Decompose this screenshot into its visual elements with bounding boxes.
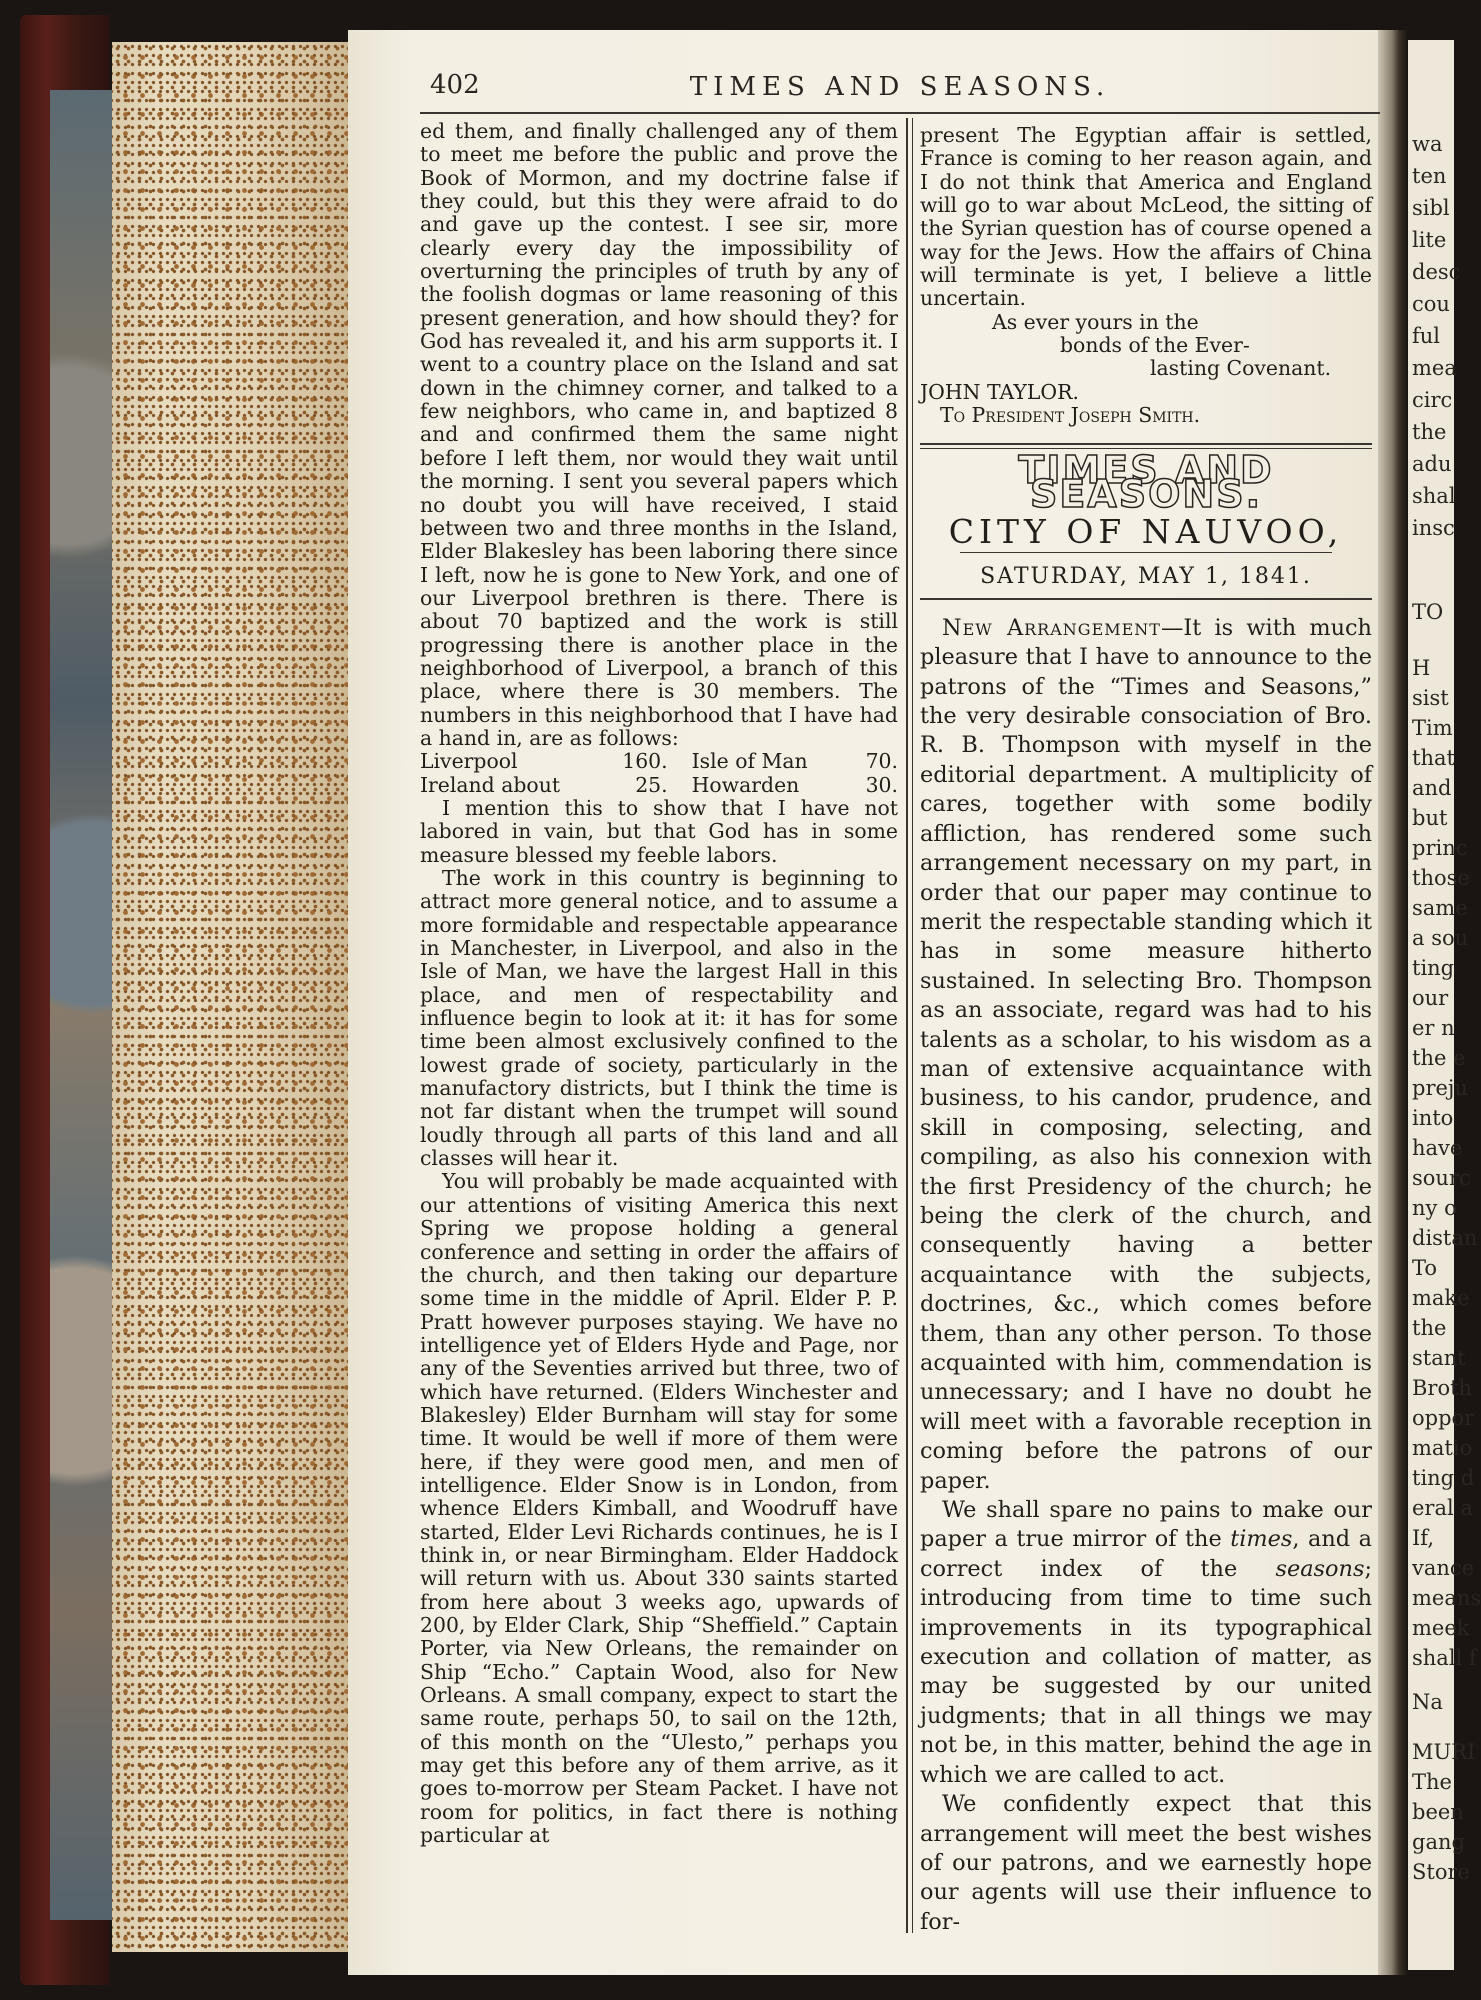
place-cell: Isle of Man xyxy=(691,749,808,774)
article-heading: New Arrangement xyxy=(942,614,1161,641)
editorial-article xyxy=(920,614,1372,1937)
next-page-word: same xyxy=(1412,896,1468,920)
italic-word: seasons xyxy=(1275,1555,1365,1582)
next-page-word: Broth xyxy=(1412,1376,1473,1400)
closing-line: bonds of the Ever- xyxy=(1060,333,1250,358)
left-column xyxy=(420,120,898,1847)
next-page-word: adu xyxy=(1412,452,1452,476)
place-cell: Liverpool xyxy=(420,749,518,774)
next-page-word: that xyxy=(1412,746,1455,770)
next-page-word: those xyxy=(1412,866,1470,890)
letter-paragraph: You will probably be made acquainted with our attentions of visiting America this next Spring we propose holding a general conference and setting in order the affairs of the church, and then taking our departure some time in the middle of April. Elder P. P. Pratt however purposes staying. We have no intelligence yet of Elders Hyde and Page, nor any of the Seventies arrived but three, two of which have returned. (Elders Winchester and Blakesley) Elder Burnham will stay for some time. It would be well if more of them were here, if they were good men, and men of intelligence. Elder Snow is in London, from whence Elders Kimball, and Woodruff have started, Elder Levi Richards continues, he is I think in, or near Birmingham. Elder Haddock will return with us. About 330 saints started from here about 3 weeks ago, upwards of 200, by Elder Clark, Ship “Sheffield.” Captain Porter, via New Orleans, the remainder on Ship “Echo.” Captain Wood, also for New Orleans. A small company, expect to start the same route, perhaps 50, to sail on the 12th, of this month on the “Ulesto,” perhaps you may get this before any of them arrive, as it goes to-morrow per Steam Packet. I have not room for politics, in fact there is nothing particular at xyxy=(420,1169,898,1848)
next-page-word: preju xyxy=(1412,1076,1468,1100)
next-page-word: distan xyxy=(1412,1226,1478,1250)
next-page-word: matio xyxy=(1412,1436,1473,1460)
article-text: —It is with much pleasure that I have to announce to the patrons of the “Times and Seasons,” the very desirable consociation of Bro. R. B. Thompson with myself in the editorial department. A multiplicity of cares, together with some bodily affliction, has rendered some such arrangement necessary on my part, in order that our paper may continue to merit the respectable standing which it has in some measure hitherto sustained. In selecting Bro. Thompson as an associate, regard was had to his talents as a scholar, to his wisdom as a man of extensive acquaintance with business, to his candor, prudence, and skill in composing, selecting, and compiling, as also his connexion with the first Presidency of the church; he being the clerk of the church, and consequently having a better acquaintance with the subjects, doctrines, &c., which comes before them, than any other person. To those acquainted with him, commendation is unnecessary; and I have no doubt he will meet with a favorable reception in coming before the patrons of our paper. xyxy=(920,614,1372,1494)
next-page-word: er n xyxy=(1412,1016,1455,1040)
next-page-word: stant xyxy=(1412,1346,1466,1370)
page-gutter xyxy=(1378,30,1408,1975)
letter-ending: present The Egyptian affair is settled, France is coming to her reason again, and I do not think that America and England will go to war about McLeod, the sitting of the Syrian question has of course opened a way for the Jews. How the affairs of China will terminate is yet, I believe a little uncertain. xyxy=(920,123,1372,311)
next-page-word: gang xyxy=(1412,1830,1465,1854)
next-page-word: princ xyxy=(1412,836,1468,860)
next-page-word: ny o xyxy=(1412,1196,1457,1220)
letter-paragraph: I mention this to show that I have not labored in vain, but that God has in some measure blessed my feeble labors. xyxy=(420,795,898,867)
next-page-word: but xyxy=(1412,806,1448,830)
masthead-city: CITY OF NAUVOO, xyxy=(948,512,1344,552)
closing-line: As ever yours in the xyxy=(992,309,1199,334)
next-page-word: eral a xyxy=(1412,1496,1473,1520)
next-page-word: To xyxy=(1412,1256,1438,1280)
next-page-word: Na xyxy=(1412,1690,1443,1714)
place-cell: Ireland about xyxy=(420,772,561,797)
next-page-word: H xyxy=(1412,656,1431,680)
signature: JOHN TAYLOR. xyxy=(920,379,1079,404)
next-page-word: the xyxy=(1412,420,1447,444)
next-page-word: wa xyxy=(1412,132,1443,156)
dateline: SATURDAY, MAY 1, 1841. xyxy=(980,563,1312,589)
table-row xyxy=(420,774,898,797)
next-page-word: make xyxy=(1412,1286,1470,1310)
next-page-word: been xyxy=(1412,1800,1464,1824)
baptism-count-table xyxy=(420,750,898,797)
column-rule-inner xyxy=(912,118,913,1933)
closing-line: lasting Covenant. xyxy=(1150,356,1332,381)
next-page-word: means xyxy=(1412,1586,1481,1610)
next-page-word: meek xyxy=(1412,1616,1470,1640)
next-page-word: shal xyxy=(1412,484,1456,508)
next-page-word: vance xyxy=(1412,1556,1475,1580)
next-page-word: ting d xyxy=(1412,1466,1475,1490)
column-rule xyxy=(906,118,908,1933)
next-page-word: desc xyxy=(1412,260,1461,284)
next-page-word: circ xyxy=(1412,388,1453,412)
count-cell: 25. xyxy=(635,772,668,797)
table-row xyxy=(420,750,898,773)
next-page-word: the xyxy=(1412,1316,1447,1340)
marbled-endpaper xyxy=(50,90,112,1920)
addressee: To President Joseph Smith. xyxy=(940,403,1201,428)
italic-word: times xyxy=(1230,1526,1293,1553)
letter-paragraph: The work in this country is beginning to attract more general notice, and to assume a more formidable and respectable appearance in Manchester, in Liverpool, and also in the Isle of Man, we have the largest Hall in this place, and men of respectability and influence begin to look at it: it has for some time been almost exclusively confined to the lowest grade of society, particularly in the manufactory districts, but I think the time is not far distant when the trumpet will sound loudly through all parts of this land and all classes will hear it. xyxy=(420,866,898,1171)
count-cell: 70. xyxy=(865,749,898,774)
next-page-word: ting xyxy=(1412,956,1455,980)
next-page-word: lite xyxy=(1412,228,1447,252)
next-page-word: sourc xyxy=(1412,1166,1471,1190)
next-page-word: ful xyxy=(1412,324,1441,348)
letter-paragraph: ed them, and finally challenged any of them to meet me before the public and prove the Book of Mormon, and my doctrine false if they could, but this they were afraid to do and gave up the contest. I see sir, more clearly every day the impossibility of overturning the principles of truth by any of the foolish dogmas or lame reasoning of this present generation, and how should they? for God has revealed it, and his arm supports it. I went to a country place on the Island and sat down in the chimney corner, and talked to a few neighbors, who came in, and baptized 8 and and confirmed them the same night before I left them, nor would they wait until the morning. I sent you several papers which no doubt you will have received, I staid between two and three months in the Island, Elder Blakesley has been laboring there since I left, now he is gone to New York, and one of our Liverpool brethren is there. There is about 70 baptized and the work is still progressing there is another place in the neighborhood of Liverpool, a branch of this place, where there is 30 members. The numbers in this neighborhood that I have had a hand in, are as follows: xyxy=(420,119,898,750)
next-page-word: MURI xyxy=(1412,1740,1476,1764)
next-page-word: Store xyxy=(1412,1860,1470,1884)
next-page-word: sibl xyxy=(1412,196,1450,220)
count-cell: 160. xyxy=(622,749,668,774)
next-page-word: Tim xyxy=(1412,716,1453,740)
dateline-rule xyxy=(960,552,1332,553)
next-page-word: into xyxy=(1412,1106,1454,1130)
article-text: , and a correct index of the xyxy=(920,1526,1372,1582)
running-head xyxy=(420,68,1380,114)
article-text: We shall spare no pains to make our paper a true mirror of the xyxy=(920,1497,1372,1553)
running-title: TIMES AND SEASONS. xyxy=(689,72,1111,102)
next-page-word: The xyxy=(1412,1770,1452,1794)
next-page-word: sist xyxy=(1412,686,1449,710)
right-column xyxy=(920,124,1372,1937)
count-cell: 30. xyxy=(865,772,898,797)
next-page-word: and xyxy=(1412,776,1452,800)
next-page-word: shall f xyxy=(1412,1646,1477,1670)
next-page-word: a sou xyxy=(1412,926,1469,950)
place-cell: Howarden xyxy=(691,772,800,797)
article-paragraph xyxy=(920,614,1372,1496)
next-page-word: cou xyxy=(1412,292,1450,316)
next-page-word: TO xyxy=(1412,600,1444,624)
next-page-word: If, xyxy=(1412,1526,1434,1550)
next-page-word: our xyxy=(1412,986,1449,1010)
foxed-page-edges xyxy=(112,42,348,1952)
dateline-rule-bottom xyxy=(920,598,1372,600)
next-page-word: mea xyxy=(1412,356,1457,380)
next-page-word: the e xyxy=(1412,1046,1466,1070)
next-page-word: have xyxy=(1412,1136,1463,1160)
masthead-title: TIMES AND SEASONS. xyxy=(1018,448,1274,516)
article-paragraph: We confidently expect that this arrangement will meet the best wishes of our patrons, and we earnestly hope our agents will use their influence to for- xyxy=(920,1791,1372,1935)
page-number: 402 xyxy=(430,70,480,100)
next-page-word: insc xyxy=(1412,516,1455,540)
next-page-fragment xyxy=(1408,40,1481,1970)
next-page-word: ten xyxy=(1412,164,1447,188)
article-paragraph xyxy=(920,1496,1372,1790)
article-text: ; introducing from time to time such improvements in its typographical execution and collation of matter, as may be suggested by our united judgments; that in all things we may not be, in this matter, behind the age in which we are called to act. xyxy=(920,1555,1372,1788)
next-page-word: oppor xyxy=(1412,1406,1475,1430)
